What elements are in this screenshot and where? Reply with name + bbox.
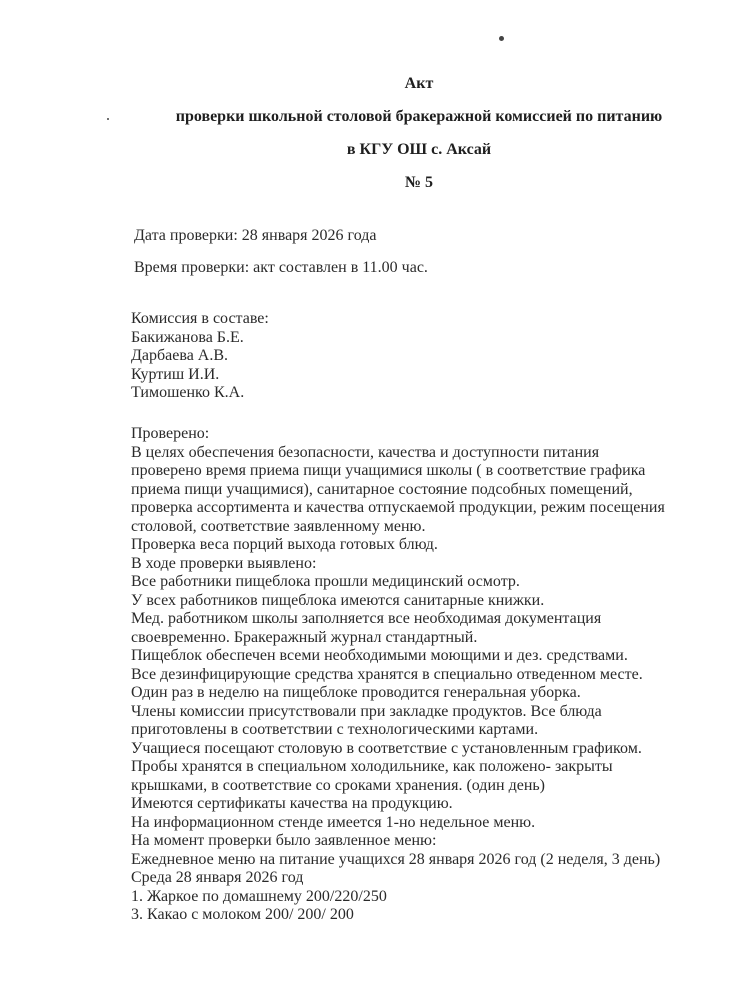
scan-speck — [499, 36, 504, 41]
body-line: Учащиеся посещают столовую в соответствие с установленным графиком. — [131, 739, 642, 757]
body-line: Члены комиссии присутствовали при закладке продуктов. Все блюда — [131, 702, 602, 720]
body-line: У всех работников пищеблока имеются санитарные книжки. — [131, 591, 545, 609]
organization-name: в КГУ ОШ с. Аксай — [346, 141, 492, 158]
act-number: № 5 — [404, 174, 434, 191]
document-subtitle: проверки школьной столовой бракеражной комиссией по питанию — [175, 108, 663, 125]
body-line: Все работники пищеблока прошли медицинский осмотр. — [131, 573, 520, 590]
body-line: На информационном стенде имеется 1-но недельное меню. — [131, 813, 536, 831]
inspection-findings — [131, 425, 665, 925]
commission-list — [131, 310, 269, 403]
body-line: своевременно. Бракеражный журнал стандартный. — [131, 628, 478, 646]
body-line: На момент проверки было заявленное меню: — [131, 832, 437, 849]
commission-member: Тимошенко К.А. — [131, 384, 245, 401]
inspection-date: Дата проверки: 28 января 2026 года — [134, 227, 377, 244]
body-line: проверено время приема пищи учащимися школы ( в соответствие графика — [131, 462, 646, 479]
commission-heading: Комиссия в составе: — [131, 310, 269, 327]
body-line: В ходе проверки выявлено: — [131, 554, 317, 572]
body-line: приготовлены в соответствии с технологическими картами. — [131, 721, 539, 738]
commission-member: Куртиш И.И. — [131, 365, 220, 383]
body-line: Имеются сертификаты качества на продукцию. — [131, 795, 453, 812]
body-line: Пищеблок обеспечен всеми необходимыми моющими и дез. средствами. — [131, 647, 628, 664]
menu-title: Ежедневное меню на питание учащихся 28 января 2026 год (2 неделя, 3 день) — [131, 850, 661, 868]
body-line: В целях обеспечения безопасности, качества и доступности питания — [131, 443, 600, 461]
body-line: крышками, в соответствие со сроками хранения. (один день) — [131, 776, 545, 794]
body-line: Один раз в неделю на пищеблоке проводится генеральная уборка. — [131, 684, 581, 701]
menu-item: 3. Какао с молоком 200/ 200/ 200 — [131, 906, 354, 923]
commission-member: Дарбаева А.В. — [131, 347, 229, 364]
body-line: Все дезинфицирующие средства хранятся в специально отведенном месте. — [131, 665, 643, 683]
commission-member: Бакижанова Б.Е. — [131, 328, 244, 346]
body-line: столовой, соответствие заявленному меню. — [131, 517, 426, 535]
body-line: приема пищи учащимися), санитарное состояние подсобных помещений, — [131, 480, 633, 498]
body-line: Проверка веса порций выхода готовых блюд. — [131, 536, 438, 553]
body-line: Мед. работником школы заполняется все необходимая документация — [131, 610, 602, 627]
body-line: проверка ассортимента и качества отпускаемой продукции, режим посещения — [131, 499, 665, 516]
menu-item: 1. Жаркое по домашнему 200/220/250 — [131, 887, 387, 905]
inspection-time: Время проверки: акт составлен в 11.00 час. — [134, 259, 428, 276]
document-title: Акт — [404, 75, 434, 92]
body-line: Пробы хранятся в специальном холодильнике, как положено- закрыты — [131, 758, 613, 775]
findings-heading: Проверено: — [131, 425, 210, 442]
menu-date: Среда 28 января 2026 год — [131, 869, 304, 886]
